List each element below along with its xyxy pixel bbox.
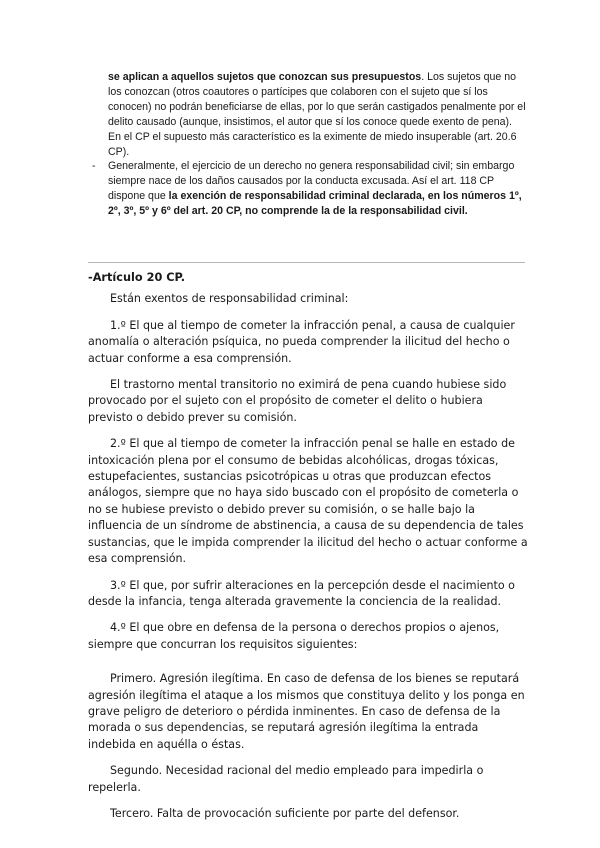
bold-phrase: se aplican a aquellos sujetos que conozcan sus presupuestos xyxy=(108,71,422,83)
horizontal-divider xyxy=(88,262,525,263)
requirement-primero: Primero. Agresión ilegítima. En caso de defensa de los bienes se reputará agresión ilegítima el ataque a los mismos que constituya delito y los ponga en grave peligro de deterioro o pérdida inminentes. En caso de defensa de la morada o sus dependencias, se reputará agresión ilegítima la entrada indebida en aquélla o éstas. xyxy=(88,672,525,751)
article-intro: Están exentos de responsabilidad criminal: xyxy=(110,292,349,306)
article-paragraph-1: 1.º El que al tiempo de cometer la infracción penal, a causa de cualquier anomalía o alteración psíquica, no pueda comprender la ilicitud del hecho o actuar conforme a esa comprensión. xyxy=(88,318,515,365)
bullet-item-civil-liability xyxy=(90,159,530,219)
article-paragraph-4: 4.º El que obre en defensa de la persona o derechos propios o ajenos, siempre que concurran los requisitos siguientes: xyxy=(88,621,500,651)
paragraph-text: . Los sujetos que no los conozcan (otros coautores o partícipes que colaboren con el sujeto que sí los conocen) no podrán beneficiarse de ellas, por lo que serán castigados penalmente por el delito causado (aunque, insistimos, el autor que sí los conoce quede exento de pena). xyxy=(108,71,526,128)
bullet-text: Generalmente, el ejercicio de un derecho no genera responsabilidad civil; sin embargo siempre nace de los daños causados por la conducta excusada. Así el art. 118 CP dispone que xyxy=(108,160,515,203)
paragraph-exemption-scope xyxy=(90,70,530,130)
article-paragraph-2: 2.º El que al tiempo de cometer la infracción penal se halle en estado de intoxicación plena por el consumo de bebidas alcohólicas, drogas tóxicas, estupefacientes, sustancias psicotrópicas u otras que produzcan efectos análogos, siempre que no haya sido buscado con el propósito de cometerla o no se hubiese previsto o debido prever su comisión, o se halle bajo la influencia de un síndrome de abstinencia, a causa de su dependencia de tales sustancias, que le impida comprender la ilicitud del hecho o actuar conforme a esa comprensión. xyxy=(88,437,528,566)
top-section xyxy=(90,70,530,219)
article-paragraph-1b: El trastorno mental transitorio no eximirá de pena cuando hubiese sido provocado por el sujeto con el propósito de cometer el delito o hubiera previsto o debido prever su comisión. xyxy=(88,378,507,424)
requirement-segundo: Segundo. Necesidad racional del medio empleado para impedirla o repelerla. xyxy=(88,764,484,794)
bullet-marker: - xyxy=(92,160,96,173)
requirement-tercero: Tercero. Falta de provocación suficiente por parte del defensor. xyxy=(110,806,460,820)
article-paragraph-3: 3.º El que, por sufrir alteraciones en la percepción desde el nacimiento o desde la infancia, tenga alterada gravemente la conciencia de la realidad. xyxy=(88,578,515,608)
article-title: -Artículo 20 CP. xyxy=(88,271,186,284)
paragraph-miedo-insuperable: En el CP el supuesto más característico es la eximente de miedo insuperable (art. 20.6 CP). xyxy=(108,130,517,158)
article-20-section xyxy=(88,270,528,832)
bullet-bold-text: la exención de responsabilidad criminal declarada, en los números 1º, 2º, 3º, 5º y 6º del art. 20 CP, no comprende la de la responsabilidad civil. xyxy=(108,190,522,218)
